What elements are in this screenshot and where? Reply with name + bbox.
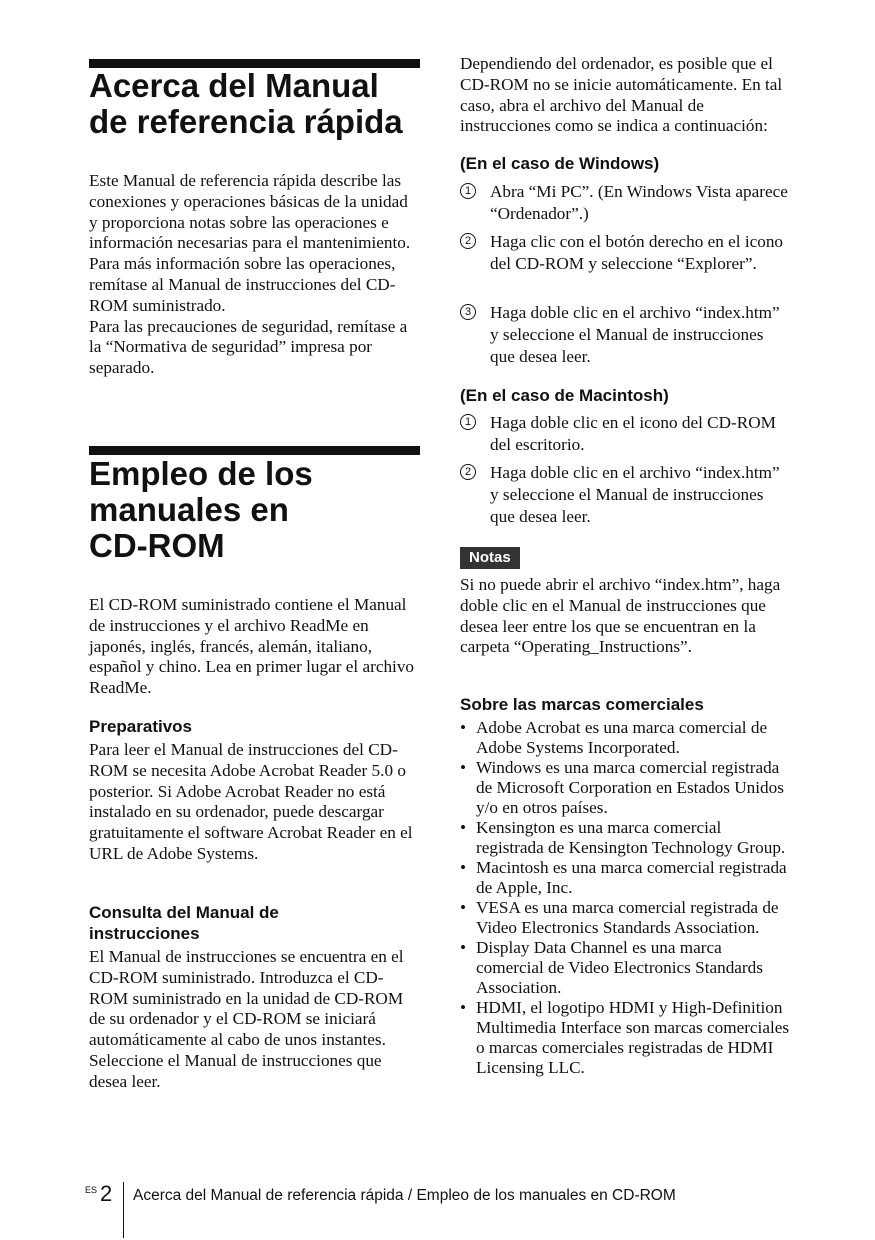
list-item [460, 758, 792, 818]
preparativos-body: Para leer el Manual de instrucciones del CD-ROM se necesita Adobe Acrobat Reader 5.0 o posterior. Si Adobe Acrobat Reader no está instalado en su ordenador, puede descargar gratuitamente el software Acrobat Reader en el URL de Adobe Systems. [89, 740, 413, 863]
step-number-1-icon: 1 [460, 414, 476, 430]
step-text: Haga doble clic en el archivo “index.htm” y seleccione el Manual de instrucciones que desea leer. [490, 303, 780, 366]
step-text: Haga clic con el botón derecho en el icono del CD-ROM y seleccione “Explorer”. [490, 232, 784, 273]
list-item-text: HDMI, el logotipo HDMI y High-Definition Multimedia Interface son marcas comerciales o marcas comerciales registradas de HDMI Licensing LLC. [476, 998, 790, 1077]
notas-label: Notas [460, 547, 520, 569]
section-title-acerca [89, 68, 403, 140]
list-item-text: Display Data Channel es una marca comercial de Video Electronics Standards Association. [476, 938, 763, 997]
list-item-text: Kensington es una marca comercial registrada de Kensington Technology Group. [476, 818, 786, 857]
right-intro: Dependiendo del ordenador, es posible que el CD-ROM no se inicie automáticamente. En tal caso, abra el archivo del Manual de instrucciones como se indica a continuación: [460, 54, 783, 136]
empleo-intro: El CD-ROM suministrado contiene el Manual de instrucciones y el archivo ReadMe en japonés, inglés, francés, alemán, italiano, español y chino. Lea en primer lugar el archivo ReadMe. [89, 595, 415, 698]
title-line: Acerca del Manual [89, 67, 379, 104]
title-line: manuales en [89, 491, 289, 528]
list-item [460, 898, 792, 938]
consulta-heading [89, 902, 279, 944]
bullet-icon: • [460, 858, 467, 877]
step-number-1-icon: 1 [460, 183, 476, 199]
footer-divider [123, 1182, 124, 1238]
list-item [460, 818, 792, 858]
step-text: Haga doble clic en el archivo “index.htm” y seleccione el Manual de instrucciones que desea leer. [490, 463, 780, 526]
page-footer [0, 1180, 875, 1240]
heading-line: Consulta del Manual de [89, 903, 279, 922]
list-item [460, 858, 792, 898]
running-title: Acerca del Manual de referencia rápida / Empleo de los manuales en CD-ROM [133, 1187, 676, 1204]
acerca-body: Este Manual de referencia rápida describe las conexiones y operaciones básicas de la unidad y proporciona notas sobre las operaciones e información necesarias para el mantenimiento. Para más información sobre las operaciones, remítase al Manual de instrucciones del CD-ROM suministrado. Para las precauciones de seguridad, remítase a la “Normativa de seguridad” impresa por separado. [89, 171, 411, 378]
step-number-2-icon: 2 [460, 464, 476, 480]
step-text: Haga doble clic en el icono del CD-ROM del escritorio. [490, 413, 776, 454]
title-line: CD-ROM [89, 527, 225, 564]
bullet-icon: • [460, 818, 467, 837]
step-number-2-icon: 2 [460, 233, 476, 249]
section-rule [89, 446, 420, 455]
title-line: de referencia rápida [89, 103, 403, 140]
step-number-3-icon: 3 [460, 304, 476, 320]
list-item-text: Macintosh es una marca comercial registrada de Apple, Inc. [476, 858, 787, 897]
list-item-text: Adobe Acrobat es una marca comercial de Adobe Systems Incorporated. [476, 718, 768, 757]
bullet-icon: • [460, 718, 467, 737]
macintosh-heading: (En el caso de Macintosh) [460, 386, 669, 405]
list-item-text: VESA es una marca comercial registrada de Video Electronics Standards Association. [476, 898, 779, 937]
bullet-icon: • [460, 758, 467, 777]
list-item [460, 998, 792, 1078]
bullet-icon: • [460, 898, 467, 917]
notas-body: Si no puede abrir el archivo “index.htm”, haga doble clic en el Manual de instrucciones que desea leer entre los que se encuentran en la carpeta “Operating_Instructions”. [460, 575, 781, 657]
list-item [460, 938, 792, 998]
section-title-empleo [89, 456, 313, 564]
bullet-icon: • [460, 938, 467, 957]
list-item-text: Windows es una marca comercial registrada de Microsoft Corporation en Estados Unidos y/o en otros países. [476, 758, 784, 817]
page-number: 2 [100, 1181, 113, 1206]
heading-line: instrucciones [89, 924, 200, 943]
trademarks-heading: Sobre las marcas comerciales [460, 695, 704, 714]
step-text: Abra “Mi PC”. (En Windows Vista aparece “Ordenador”.) [490, 182, 788, 223]
preparativos-heading: Preparativos [89, 717, 192, 736]
consulta-body: El Manual de instrucciones se encuentra en el CD-ROM suministrado. Introduzca el CD-ROM suministrado en la unidad de CD-ROM de su ordenador y el CD-ROM se iniciará automáticamente al cabo de unos instantes. Seleccione el Manual de instrucciones que desea leer. [89, 947, 404, 1091]
trademarks-list [460, 718, 792, 1078]
windows-heading: (En el caso de Windows) [460, 154, 660, 173]
bullet-icon: • [460, 998, 467, 1017]
title-line: Empleo de los [89, 455, 313, 492]
list-item [460, 718, 792, 758]
language-code: ES [85, 1185, 98, 1195]
